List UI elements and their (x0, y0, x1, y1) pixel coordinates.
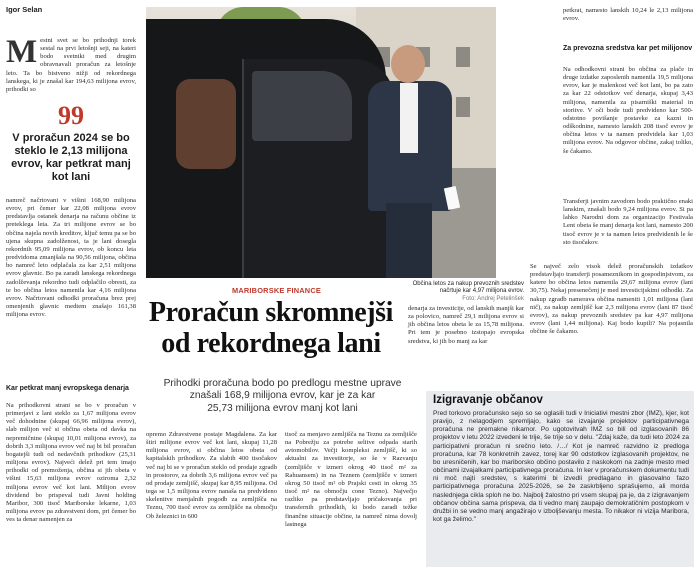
section-kicker: MARIBORSKE FINANCE (232, 286, 322, 295)
box-text: Pred torkovo proračunsko sejo so se oglasili tudi v Iniciativi mestni zbor (IMZ), kjer, kot pravijo, z nelagodjem spremljajo, kako se izvajanje projektov participativnega proračuna ne premakne nikamor. Po ugotovitvah IMZ so bili od izglasovanih 86 projektov v letu 2022 izvedeni le trije, še trije so v delu. "Zdaj kaže, da tudi leto 2024 za participativni proračun ni srečno leto. /…/ Kot je namreč razvidno iz predloga proračuna, kar 78 konkretnih zavez, torej kar 90 odstotkov izglasovanih projektov, ne bo uresničenih, kar bo mariborsko občino postavilo z naskokom na zadnje mesto med občinami izvajalkami participativnega proračuna. In ker v proračunskem dokumentu tudi ni moč najti sredstev, s katerimi bi izvedli predlagano in glasovalno fazo participativnega proračuna 2025-2026, se že zaskrbljeno sprašujemo, ali morda naslednjega cikla sploh ne bo. Najbolj žalostno pri vsem skupaj pa je, da z izigravanjem občanov občina sama prispeva, da ti vedno manj zaupajo demokratičnim postopkom v družbi in se vedno manj angažirajo v izboljševanju mesta. To nikakor ni vizija Maribora, kot ga želimo." (433, 410, 689, 524)
photo-credit: Foto: Andrej Petelinšek (462, 295, 524, 302)
deck-line-2: znašali 168,9 milijona evrov, kar je za kar (189, 390, 376, 402)
col1-body: namreč načrtovani v višini 168,90 milijona evrov, pri čemer kar 22,08 milijona evrov predstavlja ostanek denarja na računu občine iz preteklega leta. Za tri milijone evrov se bo občina najela novih kreditov, ključ temu pa se bo ujena skupna zadolženost, ta je lani dosegla rekordnih 95,09 milijona evrov, ob koncu leta predvidoma zmanjšala na 90,56 milijona, občina bo namreč leto odplačala za kar 2,51 milijona evrov glavnic. Bo pa zaradi lanskega rekordnega zadolževanja rekordno tudi odplačilo obresti, za te bo občina letos namenila kar 4,16 milijona evrov. Načrtovani odhodki proračuna brez prej omenjenih glavnic medtem znašajo 161,38 milijona evrov. (6, 197, 136, 319)
intro-text: estni svet se bo prihodnji torek sestal na prvi letošnji seji, na kateri bodo svetniki med drugim obravnavali proračun za letošnje leto. Ta bo bistveno nižji od rekordnega lanskega, ki je znašal kar 194,63 milijona evrov, prihodki so (6, 37, 136, 93)
col5-body3: Se največ zelo visok delež proračunskih izdatkov predstavljajo transferji posameznikom in gospodinjstvom, za katere bo občina letos namenila 29,67 milijona evrov (lani 30,75). Nekaj presenečenj je med investicijskimi odhodki. Za nakup zgradb namerava občina nameniti 1,01 milijona (lani nič), za nakup zemljišč kar 2,3 milijona evrov (lani 87 tisoč evrov), za nakup prevoznih sredstev pa kar 4,97 milijona evrov (lani 1,44 milijona). Kaj bodo kupili? Na pojasnila občine še čakamo. (530, 263, 693, 336)
headline (140, 297, 402, 359)
caption-text: Občina letos za nakup prevoznih sredstev načrtuje kar 4,97 milijona evrov. (412, 281, 524, 295)
subhead-vehicles: Za prevozna sredstva kar pet milijonov (563, 45, 693, 52)
deck-line-1: Prihodki proračuna bodo po predlogu mestne uprave (163, 378, 402, 389)
photo-caption (406, 281, 524, 303)
col4-body: tisoč za menjavo zemljišča na Teznu za zemljišče na Pobrežju za potrebe selitve odpada starih avtomobilov. Večji kompleksi zemljišč, ki so aktualni za investitorje, so še v Razvanju (zemljišče v izmeri okrog 40 tisoč m² za Rahuansem) in na Teznem (zemljišče v izmeri okrog 50 tisoč m² ob Prajski cesti in okrog 35 tisoč m² na območju cone Tezno). Največjo razliko pa predstavljajo pričakovanja pri transfernih prihodkih, ki bodo zaradi težke finančne situacije občine, ta namreč nima dovolj lastnega (285, 431, 417, 528)
col3-body: opremo Zdravstvene postaje Magdalena. Za kar štiri milijone evrov več kot lani, skupaj 11,28 milijona evrov, si občina letos obeta od kapitalskih prihodkov. Za slabih 400 tisočakov več naj bi se v proračun steklo od prodaje zgradb in prostorov, za dobrih 3,6 milijona evrov več pa od prodaje zemljišč, skupaj kar 8,95 milijona. Od tega se 1,5 milijona evrov nanaša na predvideno skelenitve menjalnih pogodb za zemljišča na Teznu, 700 tisoč evrov za zemljišče na območju Ob železnici in 600 (146, 431, 277, 520)
intro-paragraph (6, 34, 136, 94)
headline-line-1: Proračun skromnejši (148, 297, 394, 328)
drop-cap: M (6, 34, 38, 70)
subhead-eu-funds: Kar petkrat manj evropskega denarja (6, 385, 129, 392)
col5-top: petkrat, namesto lanskih 10,24 le 2,13 milijona evrov. (563, 7, 693, 23)
headline-line-2: od rekordnega lani (161, 328, 381, 359)
pull-quote: V proračun 2024 se bo steklo le 2,13 milijona evrov, kar petkrat manj kot lani (11, 132, 131, 183)
quote-icon: 99 (58, 101, 84, 130)
photo-mayor-car (146, 7, 496, 278)
col2-body: denarja za investicije, od lanskih manjši kar za polovico, namreč 29,1 milijona evrov si jih občina letos obeta le za 15,78 milijona. Pri tem je posebno izstopajo evropska sredstva, ki jih bo manj za kar (408, 305, 524, 345)
deck-line-3: 25,73 milijona evrov manj kot lani (207, 402, 358, 414)
author-name: Igor Selan (6, 5, 43, 14)
col1-body2: Na prihodkovni strani se bo v proračun v primerjavi z lani steklo za 1,67 milijona evrov več dohodnine (skupaj 66,96 milijona evrov), slab milijon več si občina obeta od davka na nepremičnine (skupaj 10,01 milijona evrov), za dobrih 3,3 milijona evrov več naj bi bil proračun bogatejši tudi od nedavčnih prihodkov (25,31 milijona evrov). Najveći delež pri tem imajo prihodki od premoženja, občina si jih obeta v višini 15,63 milijona evrov oziroma 2,32 milijona evrov več kot lani. Milijon evrov dividend bo prispeval tudi Javni holding Maribor, 300 tisoč Mariborske lekarne, 1,03 milijona evrov pa zdravstveni dom, pri čemer bo ves ta denar namenjen za (6, 402, 136, 524)
deck (140, 378, 425, 415)
col5-body: Na odhodkovni strani bo občina za plače in druge izdatke zaposlenih namenila 19,5 milijona evrov, kar je malenkost več kot lani, bo pa zato za kar 22 odstotkov več denarja, skupaj 3,43 milijona, namenila za pisarniški material in storitve. V oči bode tudi predvideno kar 500-odstotno povišanje postavke za kazni in odškodnine, namesto lanskih 208 tisoč evrov je občina letos v ta namen predvidela kar 1,03 milijona evrov. Na odgovor občine, zakaj toliko, še čakamo. (563, 66, 693, 155)
col5-body2: Transferji javnim zavodom bodo praktično enaki lanskim, znašali bodo 9,24 milijona evrov. Si pa lahko Narodni dom za organizacijo Festivala Lent obeta še manj denarja kot lani, namesto 200 tisoč evrov je v ta namen letos predvidenih le še sto tisočakov. (563, 198, 693, 246)
box-title: Izigravanje občanov (433, 394, 543, 406)
